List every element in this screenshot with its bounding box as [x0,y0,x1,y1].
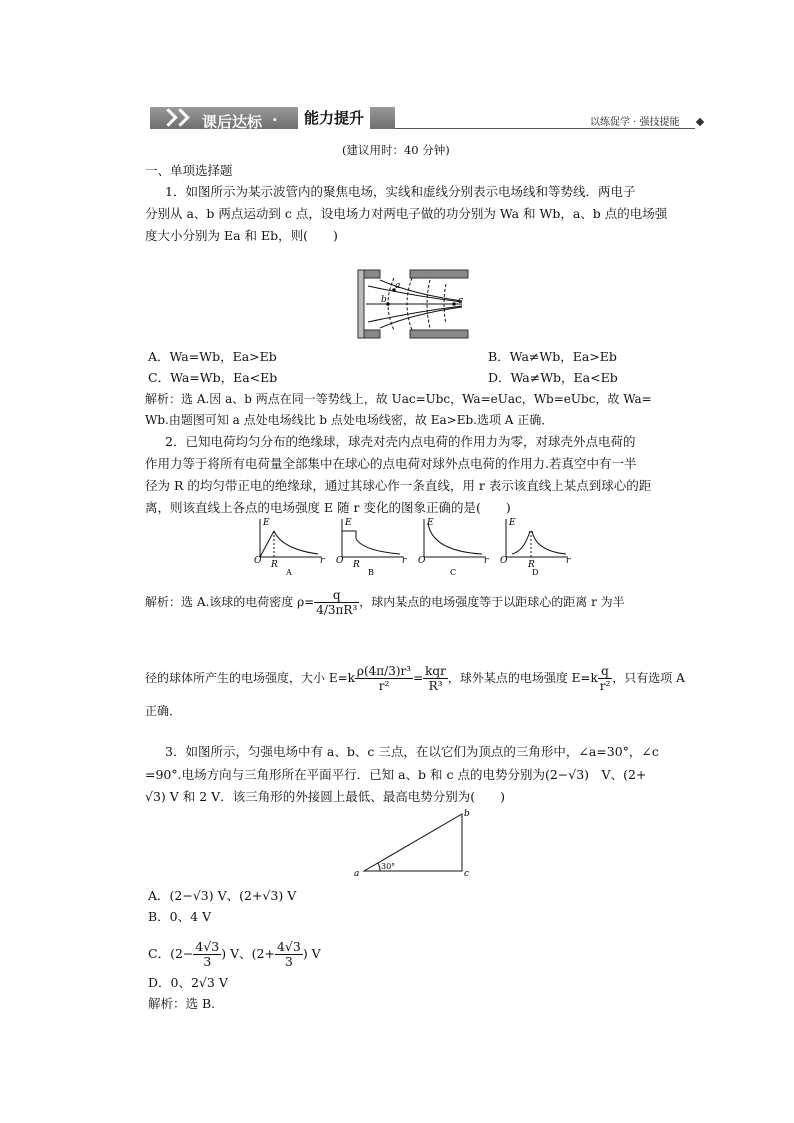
q2-graph-d [500,518,571,577]
q3-triangle-figure [350,808,480,880]
q2-r-label: R [353,560,360,570]
q2-analysis-text-f: ，只有选项 A [612,671,685,685]
q3-option-c-prefix: C． [148,946,171,961]
q2-outer-num: q [598,664,613,679]
q3-fig-label-c: c [464,869,470,879]
banner-dot: · [272,110,278,129]
q2-analysis-text-b: ，球内某点的电场强度等于以距球心的距离 r 为半 [359,595,625,609]
q2-density-num: q [314,588,359,603]
q2-graphs [252,517,582,577]
q3-c-frac1-den: 3 [203,954,212,969]
q2-analysis-text-a: 解析：选 A.该球的电荷密度 ρ= [145,595,315,609]
q3-option-c-fraction-2 [275,940,303,969]
q1-fig-label-a: a [395,281,401,291]
q1-option-c: C．Wa=Wb，Ea<Eb [148,370,278,385]
q2-graph-label-d: D [532,568,539,577]
q2-graph-label-b: B [368,568,374,577]
q2-kqr-num: kqr [425,664,446,678]
banner-subtitle: 能力提升 [298,107,370,129]
q1-fig-label-b: b [381,295,387,305]
q1-option-b: B．Wa≠Wb，Ea>Eb [488,349,617,364]
banner-divider [395,128,695,129]
q1-option-a: A．Wa=Wb，Ea>Eb [148,349,277,364]
q2-origin-label: O [418,556,426,566]
q2-analysis-text-d: = [413,671,424,685]
q3-line1: 3．如图所示，匀强电场中有 a、b、c 三点，在以它们为顶点的三角形中，∠a=30°，∠c [165,744,659,759]
q3-option-c-part2: ) V、(2+ [221,946,275,961]
q3-c-frac2-num: 4√3 [276,939,301,954]
q2-axis-e-label: E [427,518,434,528]
q2-line4: 离，则该直线上各点的电场强度 E 随 r 变化的图象正确的是( ) [145,500,511,515]
q3-option-a: A．(2−√3) V、(2+√3) V [148,888,297,903]
section-heading: 一、单项选择题 [145,163,233,178]
q2-analysis-line3: 正确． [145,704,182,718]
q2-axis-r-label: r [484,556,489,566]
q3-option-d: D．0、2√3 V [148,975,228,990]
q3-option-c-part1: (2− [170,946,194,961]
q2-axis-e-label: E [263,518,270,528]
q2-graph-c [418,518,489,577]
q1-option-d: D．Wa≠Wb，Ea<Eb [488,370,618,385]
q3-c-frac1-num: 4√3 [195,939,220,954]
q1-line2: 分别从 a、b 两点运动到 c 点，设电场力对两电子做的功分别为 Wa 和 Wb，a、b 点的电场强 [145,206,668,221]
q2-kqr-den: R³ [428,679,443,693]
q2-outer-field-fraction [598,664,613,693]
chevron-right-icon [171,108,189,126]
q2-graph-label-c: C [450,568,457,577]
banner-title: 课后达标 [202,113,263,131]
q2-outer-den: r² [599,679,611,693]
q2-graph-label-a: A [286,568,292,577]
banner-right-text: 以练促学 · 强技提能 [590,117,680,128]
q1-analysis-line1: 解析：选 A.因 a、b 两点在同一等势线上，故 Uac=Ubc，Wa=eUac，Wb=eUbc，故 Wa= [145,392,652,406]
q2-kqr-fraction [423,664,448,693]
q2-analysis-text-e: ，球外某点的电场强度 E=k [447,671,598,685]
q2-r-label: R [271,560,278,570]
q2-line3: 径为 R 的均匀带正电的绝缘球，通过其球心作一条直线，用 r 表示该直线上某点到球心的距 [145,478,652,493]
q2-density-den: 4/3πR³ [316,603,358,617]
q1-line1: 1．如图所示为某示波管内的聚焦电场，实线和虚线分别表示电场线和等势线．两电子 [165,184,636,199]
q2-origin-label: O [254,556,262,566]
q1-line3: 度大小分别为 Ea 和 Eb，则( ) [145,228,338,243]
q3-line3: √3) V 和 2 V．该三角形的外接圆上最低、最高电势分别为( ) [145,789,505,804]
q2-analysis-line2 [145,664,685,693]
q3-line2: =90°.电场方向与三角形所在平面平行．已知 a、b 和 c 点的电势分别为(2−√3) V、(2+ [145,767,647,782]
q2-origin-label: O [336,556,344,566]
q2-graph-b [336,518,407,577]
q2-inner-field-fraction [355,664,413,693]
q2-origin-label: O [500,556,508,566]
q2-axis-r-label: r [320,556,325,566]
q2-line2: 作用力等于将所有电荷量全部集中在球心的点电荷对球外点电荷的作用力.若真空中有一半 [145,456,637,471]
q2-axis-r-label: r [402,556,407,566]
q2-axis-r-label: r [566,556,571,566]
q3-c-frac2-den: 3 [284,954,293,969]
q1-focusing-field-figure [354,268,474,340]
q2-graph-a [254,518,325,577]
q3-fig-label-a: a [354,869,360,879]
q3-option-b: B．0、4 V [148,909,212,924]
q1-analysis-line2: Wb.由题图可知 a 点处电场线比 b 点处电场线密，故 Ea>Eb.选项 A 正确． [145,413,554,427]
q1-fig-label-c: c [458,296,464,306]
q2-analysis-text-c: 径的球体所产生的电场强度，大小 E=k [145,671,355,685]
q2-inner-num: ρ(4π/3)r³ [356,664,412,678]
section-banner [150,105,705,131]
q2-r-label: R [528,560,535,570]
diamond-icon [696,118,704,126]
q2-density-fraction [314,588,359,617]
q3-option-c-part3: ) V [302,946,321,961]
q2-inner-den: r² [378,679,390,693]
q3-option-c [148,940,321,969]
q2-axis-e-label: E [345,518,352,528]
q3-option-c-fraction-1 [193,940,221,969]
q3-fig-angle-label: 30° [381,862,396,871]
q2-analysis-line1 [145,588,625,617]
q2-axis-e-label: E [509,518,516,528]
time-note: (建议用时：40 分钟) [342,143,450,157]
q3-fig-label-b: b [464,809,470,819]
q3-analysis: 解析：选 B. [148,996,216,1011]
q2-line1: 2．已知电荷均匀分布的绝缘球，球壳对壳内点电荷的作用力为零，对球壳外点电荷的 [165,434,636,449]
